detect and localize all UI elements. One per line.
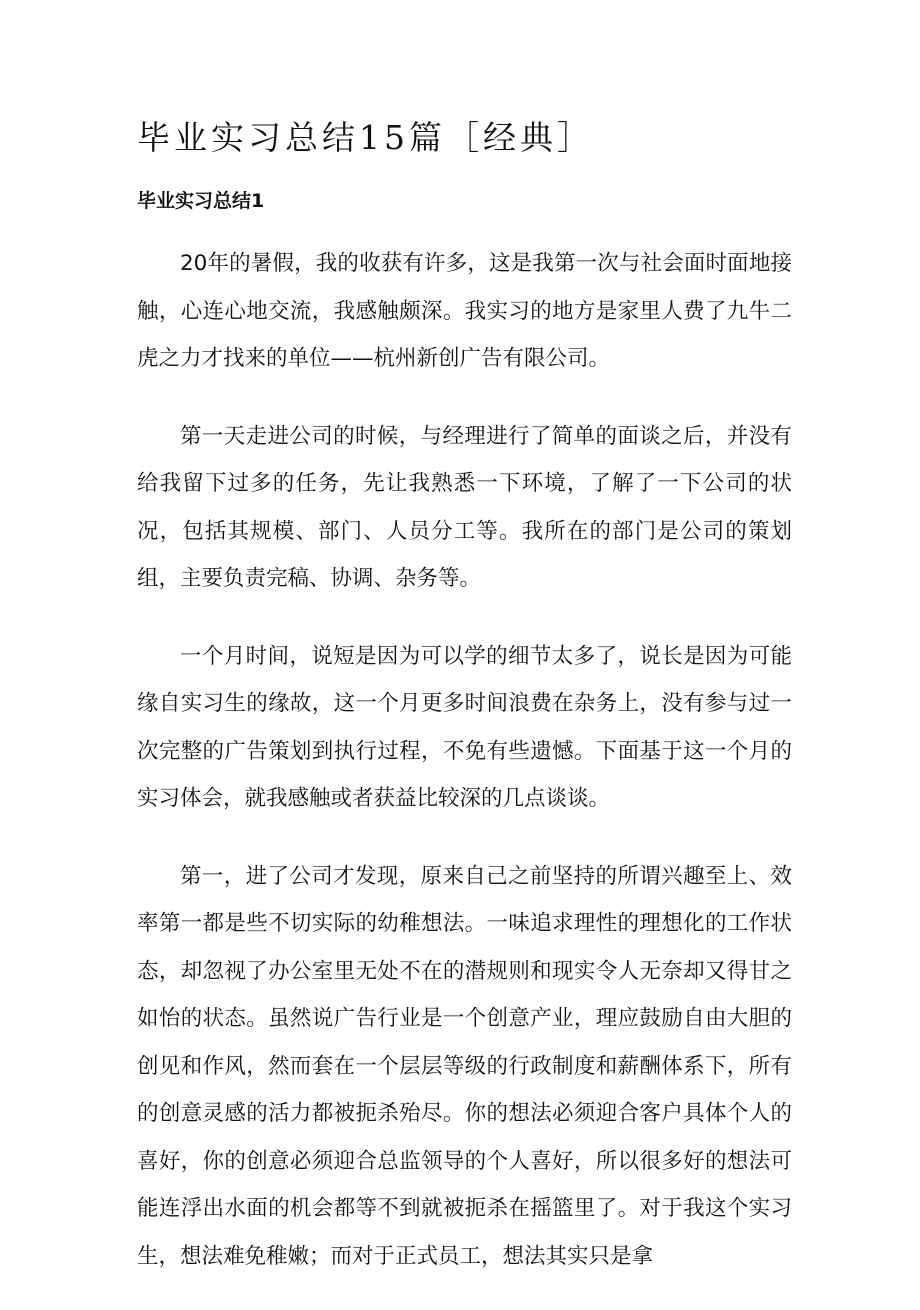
paragraph-4: 第一，进了公司才发现，原来自己之前坚持的所谓兴趣至上、效率第一都是些不切实际的幼稚想法。一味追求理性的理想化的工作状态，却忽视了办公室里无处不在的潜规则和现实令人无奈却又得甘之如怡的状态。虽然说广告行业是一个创意产业，理应鼓励自由大胆的创见和作风，然而套在一个层层等级的行政制度和薪酬体系下，所有的创意灵感的活力都被扼杀殆尽。你的想法必须迎合客户具体个人的喜好，你的创意必须迎合总监领导的个人喜好，所以很多好的想法可能连浮出水面的机会都等不到就被扼杀在摇篮里了。对于我这个实习生，想法难免稚嫩；而对于正式员工，想法其实只是拿 xyxy=(137,863,792,1269)
paragraph-3: 一个月时间，说短是因为可以学的细节太多了，说长是因为可能缘自实习生的缘故，这一个月更多时间浪费在杂务上，没有参与过一次完整的广告策划到执行过程，不免有些遗憾。下面基于这一个月的实习体会，就我感触或者获益比较深的几点谈谈。 xyxy=(137,643,792,811)
paragraph-2: 第一天走进公司的时候，与经理进行了简单的面谈之后，并没有给我留下过多的任务，先让我熟悉一下环境，了解了一下公司的状况，包括其规模、部门、人员分工等。我所在的部门是公司的策划组，主要负责完稿、协调、杂务等。 xyxy=(137,423,792,591)
section-heading: 毕业实习总结1 xyxy=(137,190,265,212)
document-body xyxy=(137,240,792,1310)
paragraph-1: 20年的暑假，我的收获有许多，这是我第一次与社会面时面地接触，心连心地交流，我感触颇深。我实习的地方是家里人费了九牛二虎之力才找来的单位——杭州新创广告有限公司。 xyxy=(137,251,792,371)
document-title: 毕业实习总结15篇［经典］ xyxy=(137,118,594,157)
